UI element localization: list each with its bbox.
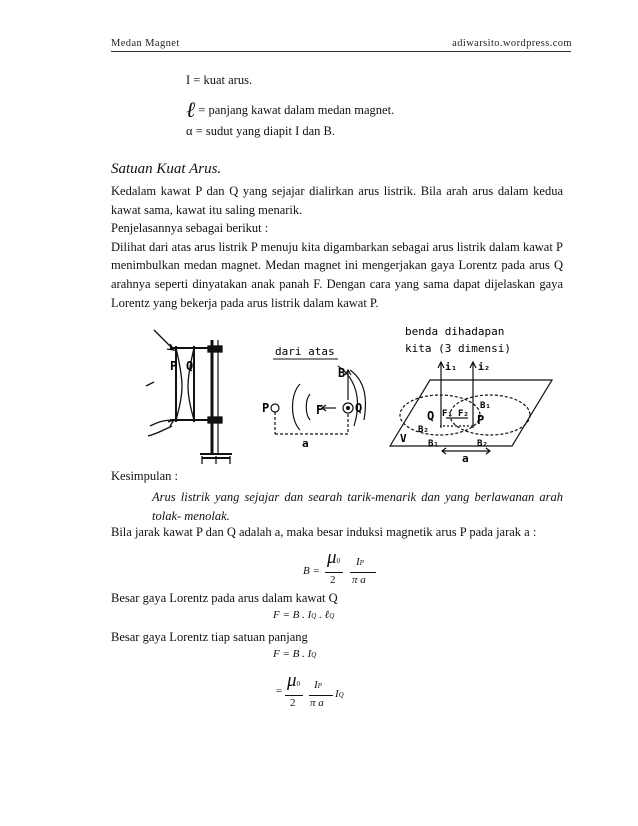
eq1-num2 — [356, 556, 364, 568]
body-paragraph — [111, 182, 563, 312]
left-label-q: Q — [186, 359, 194, 373]
right-label-i1: i₁ — [445, 362, 458, 373]
eq1-den1: 2 — [330, 574, 336, 586]
eq1-fraction-line-1 — [325, 572, 343, 573]
eq3-main: F = B . I — [273, 648, 312, 660]
right-label-f1: F₁ — [442, 409, 453, 419]
eq4-mu — [287, 670, 300, 692]
current-subscript: P — [359, 559, 364, 567]
definition-symbol: I — [186, 73, 191, 87]
paragraph-line: menimbulkan medan magnet. Medan magnet ini mengerjakan gaya Lorentz pada arus Q — [111, 258, 563, 273]
eq1-den2: π a — [352, 574, 366, 586]
three-d-drawing — [390, 362, 552, 454]
right-label-a: a — [462, 452, 469, 465]
right-label-i2: i₂ — [478, 362, 491, 373]
definition-current — [186, 73, 252, 88]
mu-symbol: μ — [327, 547, 337, 568]
eq2 — [273, 609, 334, 621]
middle-label-b: B — [338, 366, 346, 380]
header-title: Medan Magnet — [111, 38, 180, 49]
top-view-drawing — [271, 366, 365, 434]
right-label-b1-top: B₁ — [480, 401, 491, 411]
conclusion-label: Kesimpulan : — [111, 469, 179, 483]
paragraph-line: Lorentz yang bekerja pada arus listrik dalam kawat P. — [111, 295, 379, 310]
header-rule — [111, 51, 571, 52]
eq3-sub: Q — [311, 651, 317, 659]
definition-length — [186, 97, 394, 123]
current-symbol: I — [335, 688, 339, 700]
eq1-mu — [327, 547, 340, 569]
eq1-fraction-line-2 — [350, 572, 376, 573]
eq2-mid: . ℓ — [316, 609, 330, 621]
right-caption-1: benda dihadapan — [405, 325, 505, 338]
eq4-fraction-line-1 — [285, 695, 303, 696]
current-symbol: I — [314, 679, 318, 691]
section-title: Satuan Kuat Arus. — [111, 161, 222, 177]
definition-text: = sudut yang diapit I dan B. — [195, 124, 336, 138]
current-subscript: Q — [338, 691, 344, 699]
definition-text: = kuat arus. — [193, 73, 253, 87]
right-label-p: P — [477, 413, 485, 427]
right-label-f2: F₂ — [458, 409, 469, 419]
middle-label-q: Q — [355, 401, 363, 415]
right-label-v: V — [400, 432, 407, 445]
eq2-sub2: Q — [329, 612, 335, 620]
paragraph-line: Kedalam kawat P dan Q yang sejajar dialirkan arus listrik. Bila arah arus dalam kedua — [111, 184, 563, 198]
apparatus-drawing — [146, 330, 232, 464]
force-text: Besar gaya Lorentz pada arus dalam kawat Q — [111, 591, 338, 605]
right-label-b2: B₂ — [418, 425, 429, 435]
paragraph-line: Penjelasannya sebagai berikut : — [111, 221, 269, 236]
eq4-den2: π a — [310, 697, 324, 709]
right-label-q: Q — [427, 409, 435, 423]
paragraph-line: arahnya seperti dinyatakan anak panah F. Dengan cara yang sama dapat dijelaskan gaya — [111, 276, 563, 291]
eq1-lhs: B = — [303, 565, 320, 577]
mu-symbol: μ — [287, 670, 297, 691]
current-subscript: P — [317, 682, 322, 690]
force-unit-text: Besar gaya Lorentz tiap satuan panjang — [111, 630, 308, 644]
left-label-p: P — [170, 359, 178, 373]
definition-angle — [186, 124, 335, 139]
middle-label-f: F — [316, 403, 324, 417]
eq4-num2 — [314, 679, 322, 691]
definition-text: = panjang kawat dalam medan magnet. — [198, 103, 395, 117]
right-caption-2: kita (3 dimensi) — [405, 342, 511, 355]
eq2-main: F = B . I — [273, 609, 312, 621]
right-label-b1-bottom: B₁ — [428, 439, 439, 449]
eq4-den1: 2 — [290, 697, 296, 709]
conclusion-line: Arus listrik yang sejajar dan searah tarik-menarik dan yang berlawanan arah — [152, 490, 563, 504]
current-symbol: I — [356, 556, 360, 568]
eq4-lhs: = — [276, 685, 283, 697]
paragraph-line: Dilihat dari atas arus listrik P menuju kita digambarkan sebagai arus listrik dalam kawat P — [111, 239, 563, 254]
header-site: adiwarsito.wordpress.com — [452, 38, 572, 49]
definition-symbol: α — [186, 124, 193, 138]
conclusion-line: tolak- menolak. — [152, 508, 230, 523]
eq4-tail — [335, 688, 344, 700]
distance-text: Bila jarak kawat P dan Q adalah a, maka besar induksi magnetik arus P pada jarak a : — [111, 525, 537, 539]
eq4-fraction-line-2 — [309, 695, 333, 696]
mu-subscript: 0 — [296, 680, 301, 688]
middle-label-a: a — [302, 437, 309, 450]
eq3 — [273, 648, 316, 660]
paragraph-line: kawat sama, kawat itu saling menarik. — [111, 202, 303, 217]
figure-parallel-wires — [140, 322, 560, 468]
middle-label-p: P — [262, 401, 270, 415]
right-label-b2-bottom: B₂ — [477, 439, 488, 449]
mu-subscript: 0 — [336, 557, 341, 565]
conclusion-text — [152, 488, 563, 525]
eq2-sub1: Q — [311, 612, 317, 620]
middle-caption: dari atas — [275, 345, 335, 358]
definition-symbol: ℓ — [186, 97, 196, 122]
